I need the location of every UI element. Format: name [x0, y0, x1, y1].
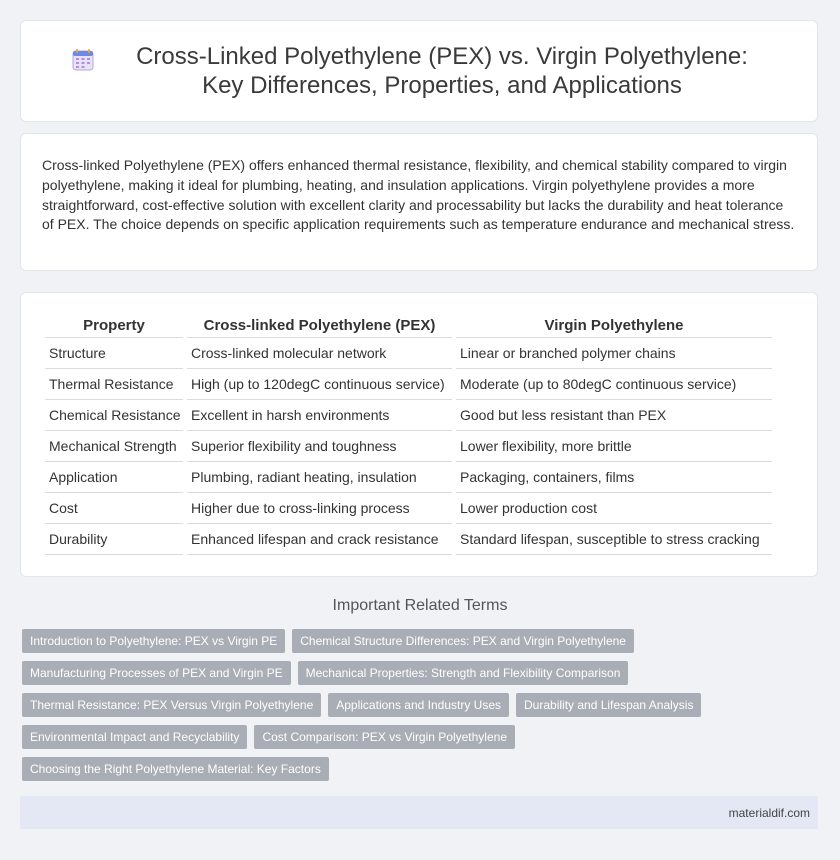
footer: [20, 796, 818, 829]
related-term-tag[interactable]: Mechanical Properties: Strength and Flexibility Comparison: [298, 661, 629, 685]
related-term-tag[interactable]: Manufacturing Processes of PEX and Virgin PE: [22, 661, 291, 685]
cell-pex: Enhanced lifespan and crack resistance: [187, 524, 452, 555]
cell-pex: Superior flexibility and toughness: [187, 431, 452, 462]
cell-pex: Cross-linked molecular network: [187, 338, 452, 369]
cell-virgin: Standard lifespan, susceptible to stress cracking: [456, 524, 772, 555]
table-row: [45, 493, 772, 524]
related-term-tag[interactable]: Cost Comparison: PEX vs Virgin Polyethylene: [254, 725, 515, 749]
cell-pex: High (up to 120degC continuous service): [187, 369, 452, 400]
page-title: Cross-Linked Polyethylene (PEX) vs. Virgin Polyethylene: Key Differences, Properties, and Applications: [136, 43, 748, 99]
table-row: [45, 369, 772, 400]
cell-virgin: Good but less resistant than PEX: [456, 400, 772, 431]
calendar-icon: [71, 48, 95, 72]
related-term-tag[interactable]: Introduction to Polyethylene: PEX vs Virgin PE: [22, 629, 285, 653]
site-link[interactable]: materialdif.com: [728, 806, 810, 820]
title-wrap: [71, 42, 767, 100]
cell-property: Mechanical Strength: [45, 431, 183, 462]
header-property: Property: [45, 311, 183, 338]
cell-virgin: Linear or branched polymer chains: [456, 338, 772, 369]
table-row: [45, 431, 772, 462]
header-card: [20, 20, 818, 122]
cell-property: Cost: [45, 493, 183, 524]
related-terms-list: [22, 629, 802, 789]
cell-pex: Excellent in harsh environments: [187, 400, 452, 431]
cell-property: Structure: [45, 338, 183, 369]
related-terms-title: Important Related Terms: [332, 597, 508, 614]
header-virgin: Virgin Polyethylene: [456, 311, 772, 338]
cell-virgin: Packaging, containers, films: [456, 462, 772, 493]
cell-virgin: Lower flexibility, more brittle: [456, 431, 772, 462]
header-pex: Cross-linked Polyethylene (PEX): [187, 311, 452, 338]
related-term-tag[interactable]: Thermal Resistance: PEX Versus Virgin Polyethylene: [22, 693, 321, 717]
table-row: [45, 524, 772, 555]
related-term-tag[interactable]: Choosing the Right Polyethylene Material: Key Factors: [22, 757, 329, 781]
table-row: [45, 462, 772, 493]
cell-pex: Plumbing, radiant heating, insulation: [187, 462, 452, 493]
cell-property: Thermal Resistance: [45, 369, 183, 400]
cell-property: Durability: [45, 524, 183, 555]
table-row: [45, 338, 772, 369]
related-term-tag[interactable]: Applications and Industry Uses: [328, 693, 509, 717]
comparison-table-card: [20, 292, 818, 577]
table-header-row: [45, 311, 772, 338]
table-row: [45, 400, 772, 431]
comparison-table: [41, 311, 776, 555]
cell-pex: Higher due to cross-linking process: [187, 493, 452, 524]
cell-property: Application: [45, 462, 183, 493]
summary-card: [20, 133, 818, 271]
related-term-tag[interactable]: Environmental Impact and Recyclability: [22, 725, 247, 749]
cell-virgin: Lower production cost: [456, 493, 772, 524]
cell-virgin: Moderate (up to 80degC continuous service): [456, 369, 772, 400]
related-term-tag[interactable]: Chemical Structure Differences: PEX and Virgin Polyethylene: [292, 629, 634, 653]
summary-text: Cross-linked Polyethylene (PEX) offers enhanced thermal resistance, flexibility, and chemical stability compared to virgin polyethylene, making it ideal for plumbing, heating, and insulation applications. Virgin polyethylene provides a more straightforward, cost-effective solution with excellent clarity and processability but lacks the durability and heat tolerance of PEX. The choice depends on specific application requirements such as temperature endurance and mechanical stress.: [42, 157, 795, 233]
related-term-tag[interactable]: Durability and Lifespan Analysis: [516, 693, 701, 717]
cell-property: Chemical Resistance: [45, 400, 183, 431]
